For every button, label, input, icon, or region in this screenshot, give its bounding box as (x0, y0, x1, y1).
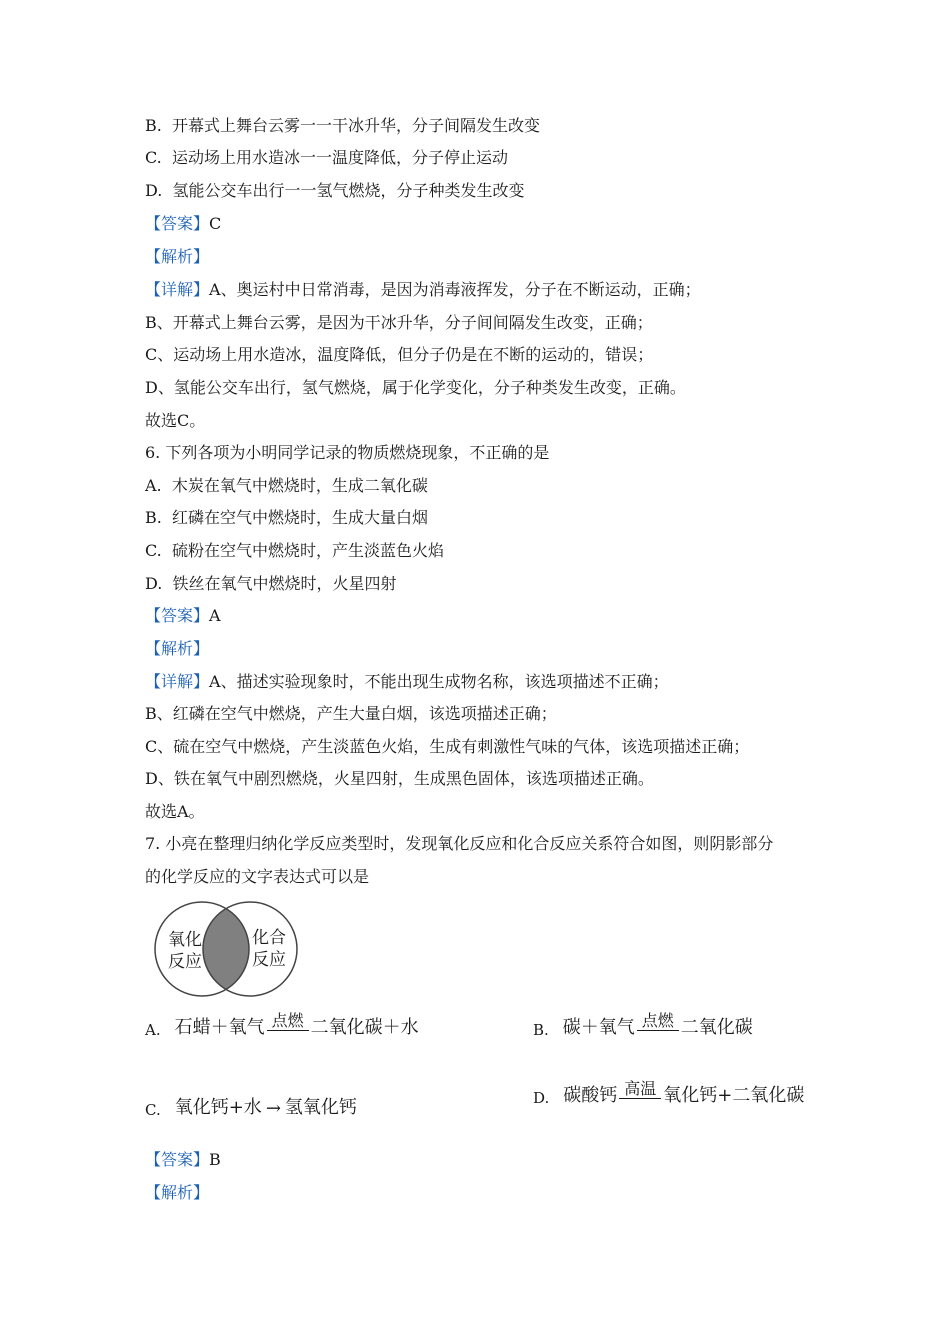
q6-analysis: 【解析】 (145, 639, 210, 658)
q6-stem: 6. 下列各项为小明同学记录的物质燃烧现象，不正确的是 (145, 443, 550, 462)
q6-detail-a: 【详解】A、描述实验现象时，不能出现生成物名称，该选项描述不正确； (145, 672, 669, 691)
venn-diagram (150, 900, 302, 998)
q6-detail-d: D、铁在氧气中剧烈燃烧，火星四射，生成黑色固体，该选项描述正确。 (145, 769, 654, 788)
q6-option-d: D. 铁丝在氧气中燃烧时，火星四射 (145, 574, 397, 593)
q6-detail-b: B、红磷在空气中燃烧，产生大量白烟，该选项描述正确； (145, 704, 557, 723)
q6-detail-c: C、硫在空气中燃烧，产生淡蓝色火焰，生成有刺激性气味的气体，该选项描述正确； (145, 737, 750, 756)
q5-detail-d: D、氢能公交车出行，氢气燃烧，属于化学变化，分子种类发生改变，正确。 (145, 378, 686, 397)
venn-left-label-2: 反应 (168, 952, 202, 972)
q7-answer: 【答案】B (145, 1150, 221, 1169)
venn-right-label-2: 反应 (252, 950, 286, 970)
q5-option-d: D. 氢能公交车出行一一氢气燃烧，分子种类发生改变 (145, 181, 525, 200)
q5-option-c: C. 运动场上用水造冰一一温度降低，分子停止运动 (145, 148, 508, 167)
q7-option-b: B. 碳＋氧气 点燃 二氧化碳 (533, 1011, 753, 1039)
q6-option-c: C. 硫粉在空气中燃烧时，产生淡蓝色火焰 (145, 541, 444, 560)
reaction-condition: 高温 (619, 1080, 661, 1107)
q5-analysis: 【解析】 (145, 247, 210, 266)
venn-left-label-1: 氧化 (168, 930, 202, 950)
q5-detail-b: B、开幕式上舞台云雾，是因为干冰升华，分子间间隔发生改变，正确； (145, 313, 653, 332)
q6-option-a: A. 木炭在氧气中燃烧时，生成二氧化碳 (145, 476, 428, 495)
q7-option-a: A. 石蜡＋氧气 点燃 二氧化碳＋水 (145, 1011, 419, 1039)
q7-analysis: 【解析】 (145, 1183, 210, 1202)
q7-option-c: C. 氧化钙+水 → 氢氧化钙 (145, 1097, 357, 1119)
q7-option-d: D. 碳酸钙 高温 氧化钙+二氧化碳 (533, 1079, 805, 1107)
q5-answer: 【答案】C (145, 214, 222, 233)
q7-stem-line2: 的化学反应的文字表达式可以是 (145, 867, 370, 886)
q5-detail-a: 【详解】A、奥运村中日常消毒，是因为消毒液挥发，分子在不断运动，正确； (145, 280, 701, 299)
reaction-condition: 点燃 (637, 1012, 679, 1039)
q6-conclusion: 故选A。 (145, 802, 205, 821)
q5-option-b: B. 开幕式上舞台云雾一一干冰升华，分子间隔发生改变 (145, 116, 541, 135)
reaction-condition: 点燃 (267, 1012, 309, 1039)
answer-tag: 【答案】 (145, 214, 210, 233)
q6-answer: 【答案】A (145, 606, 221, 625)
reaction-arrow: → (265, 1098, 281, 1119)
q5-conclusion: 故选C。 (145, 411, 206, 430)
q7-stem-line1: 7. 小亮在整理归纳化学反应类型时，发现氧化反应和化合反应关系符合如图，则阴影部分 (145, 834, 774, 853)
q6-option-b: B. 红磷在空气中燃烧时，生成大量白烟 (145, 508, 429, 527)
venn-right-label-1: 化合 (252, 928, 286, 948)
q5-detail-c: C、运动场上用水造冰，温度降低，但分子仍是在不断的运动的，错误； (145, 345, 654, 364)
